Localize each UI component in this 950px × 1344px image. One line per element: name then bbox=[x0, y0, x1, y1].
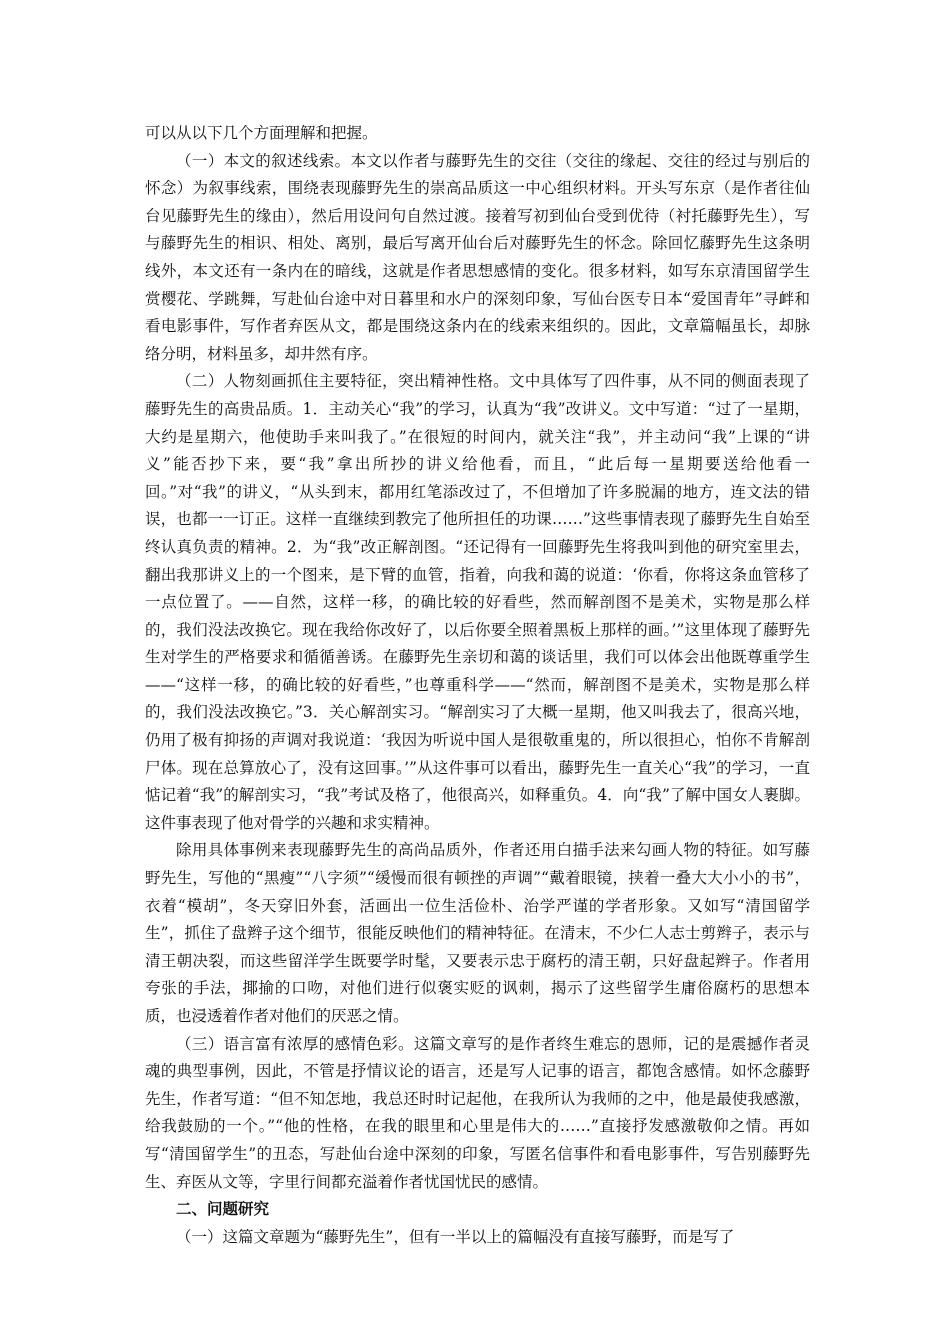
paragraph-line-drawing: 除用具体事例来表现藤野先生的高尚品质外，作者还用白描手法来勾画人物的特征。如写藤野先生，写他的“黑瘦”“八字须”“缓慢而很有顿挫的声调”“戴着眼镜，挟着一叠大大小小的书”，衣着“模胡”，冬天穿旧外套，活画出一位生活俭朴、治学严谨的学者形象。又如写“清国留学生”，抓住了盘辫子这个细节，很能反映他们的精神特征。在清末，不少仁人志士剪辫子，表示与清王朝决裂，而这些留洋学生既要学时髦，又要表示忠于腐朽的清王朝，只好盘起辫子。作者用夸张的手法，揶揄的口吻，对他们进行似褒实贬的讽刺，揭示了这些留学生庸俗腐朽的思想本质，也浸透着作者对他们的厌恶之情。 bbox=[145, 841, 810, 1025]
paragraph-narrative-clue: （一）本文的叙述线索。本文以作者与藤野先生的交往（交往的缘起、交往的经过与别后的怀念）为叙事线索，围绕表现藤野先生的崇高品质这一中心组织材料。开头写东京（是作者往仙台见藤野先生的缘由），然后用设问句自然过渡。接着写初到仙台受到优待（衬托藤野先生），写与藤野先生的相识、相处、离别，最后写离开仙台后对藤野先生的怀念。除回忆藤野先生这条明线外，本文还有一条内在的暗线，这就是作者思想感情的变化。很多材料，如写东京清国留学生赏樱花、学跳舞，写赴仙台途中对日暮里和水户的深刻印象，写仙台医专日本“爱国青年”寻衅和看电影事件，写作者弃医从文，都是围绕这条内在的线索来组织的。因此，文章篇幅虽长，却脉络分明，材料虽多，却井然有序。 bbox=[145, 151, 810, 363]
document-page bbox=[145, 120, 810, 1251]
paragraph-question-one: （一）这篇文章题为“藤野先生”，但有一半以上的篇幅没有直接写藤野，而是写了 bbox=[176, 1227, 735, 1246]
paragraph-character-portrayal: （二）人物刻画抓住主要特征，突出精神性格。文中具体写了四件事，从不同的侧面表现了藤野先生的高贵品质。1．主动关心“我”的学习，认真为“我”改讲义。文中写道：“过了一星期，大约是星期六，他使助手来叫我了。”在很短的时间内，就关注“我”，并主动问“我”上课的“讲义”能否抄下来，要“我”拿出所抄的讲义给他看，而且，“此后每一星期要送给他看一回。”对“我”的讲义，“从头到末，都用红笔添改过了，不但增加了许多脱漏的地方，连文法的错误，也都一一订正。这样一直继续到教完了他所担任的功课……”这些事情表现了藤野先生自始至终认真负责的精神。2．为“我”改正解剖图。“还记得有一回藤野先生将我叫到他的研究室里去，翻出我那讲义上的一个图来，是下臂的血管，指着，向我和蔼的说道：‘你看，你将这条血管移了一点位置了。——自然，这样一移，的确比较的好看些，然而解剖图不是美术，实物是那么样的，我们没法改换它。现在我给你改好了，以后你要全照着黑板上那样的画。’”这里体现了藤野先生对学生的严格要求和循循善诱。在藤野先生亲切和蔼的谈话里，我们可以体会出他既尊重学生——“这样一移，的确比较的好看些，”也尊重科学——“然而，解剖图不是美术，实物是那么样的，我们没法改换它。”3．关心解剖实习。“解剖实习了大概一星期，他又叫我去了，很高兴地，仍用了极有抑扬的声调对我说道：‘我因为听说中国人是很敬重鬼的，所以很担心，怕你不肯解剖尸体。现在总算放心了，没有这回事。’”从这件事可以看出，藤野先生一直关心“我”的学习，一直惦记着“我”的解剖实习，“我”考试及格了，他很高兴，如释重负。4．向“我”了解中国女人裹脚。这件事表现了他对骨学的兴趣和求实精神。 bbox=[145, 372, 810, 832]
section-heading: 二、问题研究 bbox=[176, 1200, 270, 1219]
paragraph-intro: 可以从以下几个方面理解和把握。 bbox=[145, 124, 378, 142]
paragraph-language-emotion: （三）语言富有浓厚的感情色彩。这篇文章写的是作者终生难忘的恩师，记的是震撼作者灵魂的典型事例，因此，不管是抒情议论的语言，还是写人记事的语言，都饱含感情。如怀念藤野先生，作者写道：“但不知怎地，我总还时时记起他，在我所认为我师的之中，他是最使我感激，给我鼓励的一个。”“他的性格，在我的眼里和心里是伟大的……”直接抒发感激敬仰之情。再如写“清国留学生”的丑态，写赴仙台途中深刻的印象，写匿名信事件和看电影事件，写告别藤野先生、弃医从文等，字里行间都充溢着作者忧国忧民的感情。 bbox=[145, 1034, 810, 1191]
